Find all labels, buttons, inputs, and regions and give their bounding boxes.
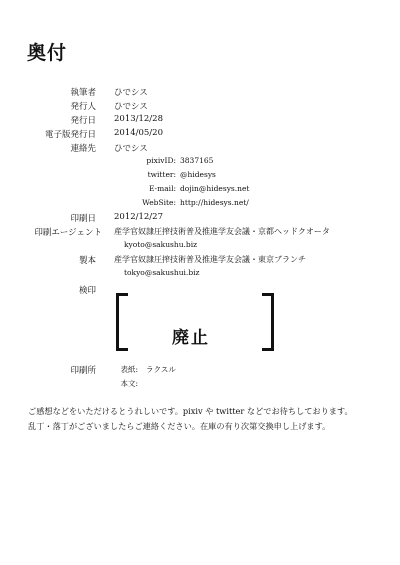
binding-value: 産学官奴隷圧搾技術普及推進学友会議・東京ブランチ	[114, 255, 306, 264]
page-title: 奥付	[27, 42, 68, 64]
binding-label: 製本	[78, 256, 96, 266]
contact-email-key: E-mail:	[148, 184, 176, 193]
published-label: 発行日	[70, 116, 96, 126]
printed-value: 2012/12/27	[114, 212, 163, 222]
seal-stamp: 廃止	[172, 328, 210, 348]
contact-website-key: WebSite:	[142, 198, 176, 207]
stamp-right-bracket	[262, 293, 274, 351]
printer-label: 印刷所	[70, 366, 96, 376]
contact-email-value: dojin@hidesys.net	[180, 184, 250, 193]
printer-body-key: 本文:	[120, 379, 138, 388]
printed-label: 印刷日	[70, 214, 96, 224]
stamp-left-bracket	[116, 293, 128, 351]
author-label: 執筆者	[70, 88, 96, 98]
ebook-published-value: 2014/05/20	[114, 128, 163, 138]
ebook-published-label: 電子版発行日	[44, 130, 96, 140]
seal-label: 検印	[78, 286, 96, 296]
published-value: 2013/12/28	[114, 114, 163, 124]
print-agent-value: 産学官奴隷圧搾技術普及推進学友会議・京都ヘッドクオータ	[114, 227, 330, 236]
print-agent-email: kyoto@sakushu.biz	[124, 240, 198, 249]
contact-twitter-value: @hidesys	[180, 170, 216, 179]
printer-cover-value: ラクスル	[146, 365, 176, 374]
publisher-value: ひでシス	[114, 102, 148, 112]
contact-website-value: http://hidesys.net/	[180, 198, 249, 207]
publisher-label: 発行人	[70, 102, 96, 112]
note-replacement: 乱丁・落丁がございましたらご連絡ください。在庫の有り次第交換申し上げます。	[28, 421, 331, 431]
contact-label: 連絡先	[70, 144, 96, 154]
contact-value: ひでシス	[114, 144, 148, 154]
contact-pixiv-value: 3837165	[180, 156, 214, 165]
printer-cover-key: 表紙:	[120, 365, 138, 374]
contact-twitter-key: twitter:	[147, 170, 176, 179]
note-feedback: ご感想などをいただけるとうれしいです。pixiv や twitter などでお待ちしております。	[28, 406, 353, 416]
print-agent-label: 印刷エージェント	[34, 228, 102, 238]
binding-email: tokyo@sakushui.biz	[124, 268, 200, 277]
author-value: ひでシス	[114, 88, 148, 98]
contact-pixiv-key: pixivID:	[146, 156, 176, 165]
